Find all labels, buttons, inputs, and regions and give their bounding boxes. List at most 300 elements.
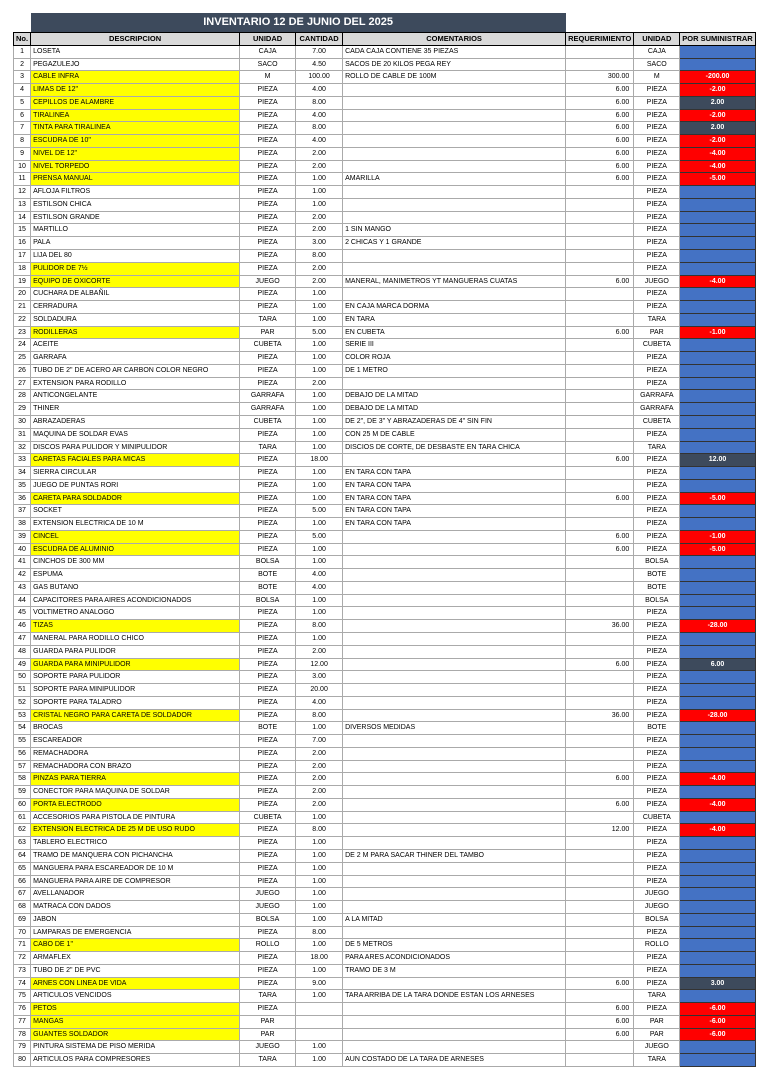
description-cell[interactable]: EQUIPO DE OXICORTE	[31, 275, 240, 288]
comment-cell[interactable]	[343, 620, 566, 633]
quantity-cell[interactable]: 1.00	[296, 837, 343, 850]
comment-cell[interactable]	[343, 377, 566, 390]
comment-cell[interactable]	[343, 926, 566, 939]
description-cell[interactable]: CABO DE 1"	[31, 939, 240, 952]
comment-cell[interactable]: A LA MITAD	[343, 913, 566, 926]
unit-cell[interactable]: PIEZA	[240, 505, 296, 518]
comment-cell[interactable]	[343, 735, 566, 748]
quantity-cell[interactable]: 18.00	[296, 952, 343, 965]
por-suministrar-cell[interactable]: -5.00	[680, 492, 755, 505]
por-suministrar-cell[interactable]	[680, 875, 755, 888]
unit-2-cell[interactable]: PIEZA	[634, 850, 680, 863]
requirement-cell[interactable]	[566, 237, 634, 250]
unit-2-cell[interactable]: PIEZA	[634, 479, 680, 492]
por-suministrar-cell[interactable]: -5.00	[680, 173, 755, 186]
requirement-cell[interactable]: 6.00	[566, 798, 634, 811]
unit-cell[interactable]: GARRAFA	[240, 403, 296, 416]
unit-cell[interactable]: PIEZA	[240, 352, 296, 365]
requirement-cell[interactable]: 6.00	[566, 135, 634, 148]
unit-cell[interactable]: PIEZA	[240, 798, 296, 811]
comment-cell[interactable]: AMARILLA	[343, 173, 566, 186]
unit-cell[interactable]: JUEGO	[240, 1041, 296, 1054]
comment-cell[interactable]	[343, 250, 566, 263]
unit-cell[interactable]: TARA	[240, 1054, 296, 1067]
comment-cell[interactable]: MANERAL, MANIMETROS YT MANGUERAS CUATAS	[343, 275, 566, 288]
por-suministrar-cell[interactable]: 2.00	[680, 122, 755, 135]
por-suministrar-cell[interactable]	[680, 237, 755, 250]
description-cell[interactable]: RODILLERAS	[31, 326, 240, 339]
description-cell[interactable]: AFLOJA FILTROS	[31, 186, 240, 199]
comment-cell[interactable]: DIVERSOS MEDIDAS	[343, 722, 566, 735]
row-number-cell[interactable]: 35	[14, 479, 31, 492]
requirement-cell[interactable]	[566, 926, 634, 939]
por-suministrar-cell[interactable]	[680, 313, 755, 326]
por-suministrar-cell[interactable]: -4.00	[680, 798, 755, 811]
unit-2-cell[interactable]: PIEZA	[634, 1003, 680, 1016]
unit-cell[interactable]: PIEZA	[240, 747, 296, 760]
row-number-cell[interactable]: 64	[14, 850, 31, 863]
unit-2-cell[interactable]: CUBETA	[634, 415, 680, 428]
unit-2-cell[interactable]: PIEZA	[634, 262, 680, 275]
description-cell[interactable]: JABON	[31, 913, 240, 926]
unit-2-cell[interactable]: BOLSA	[634, 556, 680, 569]
comment-cell[interactable]: DE 2", DE 3" Y ABRAZADERAS DE 4" SIN FIN	[343, 415, 566, 428]
row-number-cell[interactable]: 55	[14, 735, 31, 748]
quantity-cell[interactable]: 2.00	[296, 224, 343, 237]
por-suministrar-cell[interactable]	[680, 45, 755, 58]
description-cell[interactable]: SOCKET	[31, 505, 240, 518]
quantity-cell[interactable]	[296, 1028, 343, 1041]
unit-cell[interactable]: PIEZA	[240, 837, 296, 850]
requirement-cell[interactable]	[566, 964, 634, 977]
requirement-cell[interactable]: 12.00	[566, 824, 634, 837]
row-number-cell[interactable]: 1	[14, 45, 31, 58]
comment-cell[interactable]	[343, 645, 566, 658]
description-cell[interactable]: ARTICULOS VENCIDOS	[31, 990, 240, 1003]
unit-cell[interactable]: PIEZA	[240, 671, 296, 684]
comment-cell[interactable]: 2 CHICAS Y 1 GRANDE	[343, 237, 566, 250]
comment-cell[interactable]: SACOS DE 20 KILOS PEGA REY	[343, 58, 566, 71]
por-suministrar-cell[interactable]: -1.00	[680, 326, 755, 339]
row-number-cell[interactable]: 15	[14, 224, 31, 237]
row-number-cell[interactable]: 75	[14, 990, 31, 1003]
description-cell[interactable]: REMACHADORA	[31, 747, 240, 760]
unit-cell[interactable]: PIEZA	[240, 760, 296, 773]
unit-2-cell[interactable]: PIEZA	[634, 607, 680, 620]
row-number-cell[interactable]: 36	[14, 492, 31, 505]
comment-cell[interactable]	[343, 454, 566, 467]
por-suministrar-cell[interactable]: -2.00	[680, 109, 755, 122]
unit-cell[interactable]: PIEZA	[240, 96, 296, 109]
comment-cell[interactable]	[343, 798, 566, 811]
quantity-cell[interactable]: 1.00	[296, 492, 343, 505]
description-cell[interactable]: GUARDA PARA PULIDOR	[31, 645, 240, 658]
row-number-cell[interactable]: 60	[14, 798, 31, 811]
quantity-cell[interactable]: 4.00	[296, 696, 343, 709]
por-suministrar-cell[interactable]: -28.00	[680, 709, 755, 722]
unit-2-cell[interactable]: PAR	[634, 326, 680, 339]
comment-cell[interactable]	[343, 773, 566, 786]
unit-cell[interactable]: PIEZA	[240, 530, 296, 543]
por-suministrar-cell[interactable]	[680, 990, 755, 1003]
unit-cell[interactable]: PIEZA	[240, 952, 296, 965]
comment-cell[interactable]	[343, 632, 566, 645]
row-number-cell[interactable]: 42	[14, 569, 31, 582]
unit-cell[interactable]: PIEZA	[240, 109, 296, 122]
comment-cell[interactable]	[343, 262, 566, 275]
unit-2-cell[interactable]: PIEZA	[634, 952, 680, 965]
unit-2-cell[interactable]: PIEZA	[634, 632, 680, 645]
comment-cell[interactable]	[343, 875, 566, 888]
quantity-cell[interactable]: 1.00	[296, 939, 343, 952]
comment-cell[interactable]	[343, 658, 566, 671]
unit-cell[interactable]: PIEZA	[240, 735, 296, 748]
unit-2-cell[interactable]: PIEZA	[634, 862, 680, 875]
quantity-cell[interactable]: 20.00	[296, 684, 343, 697]
por-suministrar-cell[interactable]	[680, 671, 755, 684]
unit-cell[interactable]: JUEGO	[240, 901, 296, 914]
por-suministrar-cell[interactable]	[680, 594, 755, 607]
description-cell[interactable]: SIERRA CIRCULAR	[31, 467, 240, 480]
row-number-cell[interactable]: 11	[14, 173, 31, 186]
row-number-cell[interactable]: 67	[14, 888, 31, 901]
requirement-cell[interactable]: 6.00	[566, 96, 634, 109]
row-number-cell[interactable]: 28	[14, 390, 31, 403]
row-number-cell[interactable]: 66	[14, 875, 31, 888]
unit-2-cell[interactable]: PIEZA	[634, 454, 680, 467]
unit-cell[interactable]: GARRAFA	[240, 390, 296, 403]
requirement-cell[interactable]	[566, 428, 634, 441]
description-cell[interactable]: THINER	[31, 403, 240, 416]
requirement-cell[interactable]: 6.00	[566, 160, 634, 173]
row-number-cell[interactable]: 51	[14, 684, 31, 697]
comment-cell[interactable]: SERIE III	[343, 339, 566, 352]
quantity-cell[interactable]: 1.00	[296, 339, 343, 352]
requirement-cell[interactable]: 6.00	[566, 492, 634, 505]
unit-2-cell[interactable]: TARA	[634, 313, 680, 326]
header-requerimiento[interactable]: REQUERIMIENTO	[566, 33, 634, 46]
row-number-cell[interactable]: 48	[14, 645, 31, 658]
requirement-cell[interactable]	[566, 250, 634, 263]
description-cell[interactable]: LAMPARAS DE EMERGENCIA	[31, 926, 240, 939]
requirement-cell[interactable]	[566, 364, 634, 377]
comment-cell[interactable]	[343, 684, 566, 697]
comment-cell[interactable]	[343, 530, 566, 543]
unit-2-cell[interactable]: PIEZA	[634, 492, 680, 505]
description-cell[interactable]: MARTILLO	[31, 224, 240, 237]
description-cell[interactable]: CRISTAL NEGRO PARA CARETA DE SOLDADOR	[31, 709, 240, 722]
description-cell[interactable]: AVELLANADOR	[31, 888, 240, 901]
header-comentarios[interactable]: COMENTARIOS	[343, 33, 566, 46]
quantity-cell[interactable]: 4.00	[296, 569, 343, 582]
description-cell[interactable]: LIMAS DE 12"	[31, 84, 240, 97]
unit-2-cell[interactable]: PIEZA	[634, 301, 680, 314]
comment-cell[interactable]: EN TARA CON TAPA	[343, 518, 566, 531]
unit-2-cell[interactable]: PIEZA	[634, 109, 680, 122]
description-cell[interactable]: EXTENSION PARA RODILLO	[31, 377, 240, 390]
quantity-cell[interactable]: 1.00	[296, 352, 343, 365]
comment-cell[interactable]	[343, 811, 566, 824]
row-number-cell[interactable]: 57	[14, 760, 31, 773]
row-number-cell[interactable]: 72	[14, 952, 31, 965]
row-number-cell[interactable]: 61	[14, 811, 31, 824]
row-number-cell[interactable]: 10	[14, 160, 31, 173]
unit-2-cell[interactable]: PIEZA	[634, 645, 680, 658]
unit-2-cell[interactable]: BOLSA	[634, 594, 680, 607]
requirement-cell[interactable]	[566, 696, 634, 709]
unit-2-cell[interactable]: ROLLO	[634, 939, 680, 952]
por-suministrar-cell[interactable]	[680, 441, 755, 454]
quantity-cell[interactable]: 1.00	[296, 964, 343, 977]
description-cell[interactable]: PALA	[31, 237, 240, 250]
description-cell[interactable]: ARTICULOS PARA COMPRESORES	[31, 1054, 240, 1067]
comment-cell[interactable]	[343, 901, 566, 914]
requirement-cell[interactable]	[566, 607, 634, 620]
quantity-cell[interactable]: 3.00	[296, 671, 343, 684]
unit-cell[interactable]: TARA	[240, 441, 296, 454]
por-suministrar-cell[interactable]	[680, 1041, 755, 1054]
unit-2-cell[interactable]: CUBETA	[634, 339, 680, 352]
por-suministrar-cell[interactable]	[680, 301, 755, 314]
comment-cell[interactable]: DEBAJO DE LA MITAD	[343, 390, 566, 403]
unit-cell[interactable]: PIEZA	[240, 1003, 296, 1016]
description-cell[interactable]: ABRAZADERAS	[31, 415, 240, 428]
unit-cell[interactable]: PIEZA	[240, 479, 296, 492]
quantity-cell[interactable]: 5.00	[296, 505, 343, 518]
unit-cell[interactable]: PIEZA	[240, 364, 296, 377]
por-suministrar-cell[interactable]	[680, 390, 755, 403]
comment-cell[interactable]	[343, 122, 566, 135]
comment-cell[interactable]: EN CUBETA	[343, 326, 566, 339]
por-suministrar-cell[interactable]: -4.00	[680, 773, 755, 786]
comment-cell[interactable]: EN TARA CON TAPA	[343, 492, 566, 505]
row-number-cell[interactable]: 16	[14, 237, 31, 250]
quantity-cell[interactable]: 1.00	[296, 632, 343, 645]
row-number-cell[interactable]: 63	[14, 837, 31, 850]
quantity-cell[interactable]: 1.00	[296, 364, 343, 377]
unit-2-cell[interactable]: CAJA	[634, 45, 680, 58]
unit-cell[interactable]: PIEZA	[240, 964, 296, 977]
unit-cell[interactable]: PIEZA	[240, 658, 296, 671]
unit-2-cell[interactable]: PIEZA	[634, 224, 680, 237]
unit-2-cell[interactable]: PIEZA	[634, 211, 680, 224]
unit-cell[interactable]: PIEZA	[240, 237, 296, 250]
por-suministrar-cell[interactable]	[680, 211, 755, 224]
por-suministrar-cell[interactable]	[680, 339, 755, 352]
description-cell[interactable]: ANTICONGELANTE	[31, 390, 240, 403]
description-cell[interactable]: TUBO DE 2" DE ACERO AR CARBON COLOR NEGRO	[31, 364, 240, 377]
unit-2-cell[interactable]: PIEZA	[634, 684, 680, 697]
row-number-cell[interactable]: 62	[14, 824, 31, 837]
comment-cell[interactable]: EN TARA CON TAPA	[343, 479, 566, 492]
por-suministrar-cell[interactable]: -6.00	[680, 1028, 755, 1041]
por-suministrar-cell[interactable]	[680, 569, 755, 582]
requirement-cell[interactable]	[566, 518, 634, 531]
unit-cell[interactable]: BOTE	[240, 581, 296, 594]
unit-cell[interactable]: BOTE	[240, 569, 296, 582]
requirement-cell[interactable]: 6.00	[566, 275, 634, 288]
row-number-cell[interactable]: 65	[14, 862, 31, 875]
unit-2-cell[interactable]: TARA	[634, 441, 680, 454]
unit-2-cell[interactable]: PIEZA	[634, 122, 680, 135]
comment-cell[interactable]: CADA CAJA CONTIENE 35 PIEZAS	[343, 45, 566, 58]
row-number-cell[interactable]: 70	[14, 926, 31, 939]
comment-cell[interactable]: TRAMO DE 3 M	[343, 964, 566, 977]
requirement-cell[interactable]	[566, 594, 634, 607]
quantity-cell[interactable]: 2.00	[296, 645, 343, 658]
quantity-cell[interactable]: 8.00	[296, 122, 343, 135]
row-number-cell[interactable]: 37	[14, 505, 31, 518]
comment-cell[interactable]	[343, 109, 566, 122]
requirement-cell[interactable]	[566, 952, 634, 965]
quantity-cell[interactable]: 18.00	[296, 454, 343, 467]
quantity-cell[interactable]: 1.00	[296, 173, 343, 186]
quantity-cell[interactable]: 2.00	[296, 747, 343, 760]
description-cell[interactable]: CUCHARA DE ALBAÑIL	[31, 288, 240, 301]
requirement-cell[interactable]	[566, 1041, 634, 1054]
unit-2-cell[interactable]: PIEZA	[634, 467, 680, 480]
unit-cell[interactable]: JUEGO	[240, 275, 296, 288]
por-suministrar-cell[interactable]	[680, 760, 755, 773]
unit-cell[interactable]: PIEZA	[240, 684, 296, 697]
requirement-cell[interactable]	[566, 837, 634, 850]
requirement-cell[interactable]: 6.00	[566, 122, 634, 135]
description-cell[interactable]: MANGUERA PARA AIRE DE COMPRESOR	[31, 875, 240, 888]
por-suministrar-cell[interactable]	[680, 403, 755, 416]
quantity-cell[interactable]: 1.00	[296, 467, 343, 480]
por-suministrar-cell[interactable]: -2.00	[680, 84, 755, 97]
por-suministrar-cell[interactable]	[680, 415, 755, 428]
comment-cell[interactable]: EN TARA	[343, 313, 566, 326]
unit-cell[interactable]: PIEZA	[240, 377, 296, 390]
quantity-cell[interactable]: 2.00	[296, 773, 343, 786]
row-number-cell[interactable]: 68	[14, 901, 31, 914]
unit-2-cell[interactable]: JUEGO	[634, 888, 680, 901]
description-cell[interactable]: TIRALINEA	[31, 109, 240, 122]
comment-cell[interactable]	[343, 760, 566, 773]
requirement-cell[interactable]	[566, 479, 634, 492]
unit-2-cell[interactable]: PIEZA	[634, 658, 680, 671]
requirement-cell[interactable]	[566, 1054, 634, 1067]
unit-cell[interactable]: PIEZA	[240, 428, 296, 441]
description-cell[interactable]: LIJA DEL 80	[31, 250, 240, 263]
unit-2-cell[interactable]: PIEZA	[634, 288, 680, 301]
por-suministrar-cell[interactable]	[680, 1054, 755, 1067]
requirement-cell[interactable]: 6.00	[566, 530, 634, 543]
unit-2-cell[interactable]: BOLSA	[634, 913, 680, 926]
unit-cell[interactable]: PIEZA	[240, 850, 296, 863]
unit-2-cell[interactable]: PIEZA	[634, 160, 680, 173]
unit-2-cell[interactable]: PIEZA	[634, 709, 680, 722]
unit-2-cell[interactable]: PAR	[634, 1028, 680, 1041]
unit-cell[interactable]: PIEZA	[240, 709, 296, 722]
quantity-cell[interactable]: 2.00	[296, 760, 343, 773]
por-suministrar-cell[interactable]	[680, 913, 755, 926]
comment-cell[interactable]: PARA ARES ACONDICIONADOS	[343, 952, 566, 965]
requirement-cell[interactable]	[566, 441, 634, 454]
quantity-cell[interactable]: 7.00	[296, 45, 343, 58]
description-cell[interactable]: EXTENSION ELECTRICA DE 25 M DE USO RUDO	[31, 824, 240, 837]
description-cell[interactable]: PETOS	[31, 1003, 240, 1016]
unit-2-cell[interactable]: PIEZA	[634, 671, 680, 684]
description-cell[interactable]: TIZAS	[31, 620, 240, 633]
requirement-cell[interactable]: 36.00	[566, 620, 634, 633]
requirement-cell[interactable]: 6.00	[566, 773, 634, 786]
requirement-cell[interactable]: 6.00	[566, 109, 634, 122]
unit-2-cell[interactable]: PIEZA	[634, 824, 680, 837]
requirement-cell[interactable]: 6.00	[566, 173, 634, 186]
description-cell[interactable]: GUARDA PARA MINIPULIDOR	[31, 658, 240, 671]
comment-cell[interactable]	[343, 569, 566, 582]
row-number-cell[interactable]: 32	[14, 441, 31, 454]
unit-cell[interactable]: CAJA	[240, 45, 296, 58]
description-cell[interactable]: EXTENSION ELECTRICA DE 10 M	[31, 518, 240, 531]
header-descripcion[interactable]: DESCRIPCION	[31, 33, 240, 46]
description-cell[interactable]: GARRAFA	[31, 352, 240, 365]
por-suministrar-cell[interactable]	[680, 352, 755, 365]
description-cell[interactable]: CARETA PARA SOLDADOR	[31, 492, 240, 505]
requirement-cell[interactable]: 6.00	[566, 147, 634, 160]
description-cell[interactable]: ARNES CON LINEA DE VIDA	[31, 977, 240, 990]
row-number-cell[interactable]: 8	[14, 135, 31, 148]
description-cell[interactable]: MANERAL PARA RODILLO CHICO	[31, 632, 240, 645]
description-cell[interactable]: LOSETA	[31, 45, 240, 58]
por-suministrar-cell[interactable]	[680, 811, 755, 824]
quantity-cell[interactable]: 8.00	[296, 96, 343, 109]
row-number-cell[interactable]: 13	[14, 198, 31, 211]
unit-cell[interactable]: PAR	[240, 326, 296, 339]
comment-cell[interactable]: EN CAJA MARCA DORMA	[343, 301, 566, 314]
quantity-cell[interactable]: 1.00	[296, 441, 343, 454]
description-cell[interactable]: MANGUERA PARA ESCAREADOR DE 10 M	[31, 862, 240, 875]
description-cell[interactable]: ACEITE	[31, 339, 240, 352]
por-suministrar-cell[interactable]	[680, 939, 755, 952]
description-cell[interactable]: CONECTOR PARA MAQUINA DE SOLDAR	[31, 786, 240, 799]
description-cell[interactable]: DISCOS PARA PULIDOR Y MINIPULIDOR	[31, 441, 240, 454]
description-cell[interactable]: SOLDADURA	[31, 313, 240, 326]
quantity-cell[interactable]: 1.00	[296, 415, 343, 428]
description-cell[interactable]: TRAMO DE MANQUERA CON PICHANCHA	[31, 850, 240, 863]
row-number-cell[interactable]: 45	[14, 607, 31, 620]
unit-cell[interactable]: BOTE	[240, 722, 296, 735]
por-suministrar-cell[interactable]	[680, 198, 755, 211]
unit-2-cell[interactable]: TARA	[634, 1054, 680, 1067]
row-number-cell[interactable]: 2	[14, 58, 31, 71]
quantity-cell[interactable]: 1.00	[296, 428, 343, 441]
comment-cell[interactable]	[343, 543, 566, 556]
requirement-cell[interactable]: 6.00	[566, 658, 634, 671]
unit-cell[interactable]: PIEZA	[240, 773, 296, 786]
requirement-cell[interactable]	[566, 850, 634, 863]
unit-cell[interactable]: ROLLO	[240, 939, 296, 952]
unit-cell[interactable]: PIEZA	[240, 543, 296, 556]
comment-cell[interactable]	[343, 696, 566, 709]
requirement-cell[interactable]	[566, 467, 634, 480]
por-suministrar-cell[interactable]	[680, 684, 755, 697]
row-number-cell[interactable]: 58	[14, 773, 31, 786]
row-number-cell[interactable]: 52	[14, 696, 31, 709]
requirement-cell[interactable]	[566, 186, 634, 199]
unit-cell[interactable]: PIEZA	[240, 607, 296, 620]
quantity-cell[interactable]: 3.00	[296, 237, 343, 250]
row-number-cell[interactable]: 43	[14, 581, 31, 594]
por-suministrar-cell[interactable]	[680, 186, 755, 199]
unit-cell[interactable]: PIEZA	[240, 211, 296, 224]
quantity-cell[interactable]: 1.00	[296, 990, 343, 1003]
row-number-cell[interactable]: 56	[14, 747, 31, 760]
row-number-cell[interactable]: 3	[14, 71, 31, 84]
unit-cell[interactable]: TARA	[240, 313, 296, 326]
